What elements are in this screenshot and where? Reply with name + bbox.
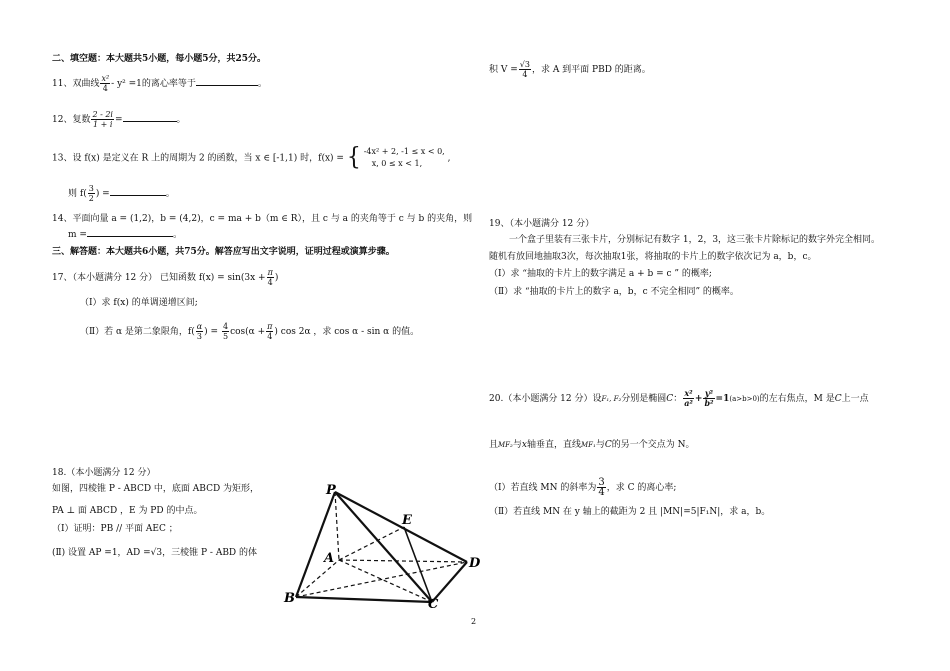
- question-18-line4: (Ⅱ) 设置 AP =1，AD =√3，三棱锥 P - ABD 的体: [52, 548, 258, 558]
- question-19-part1: （Ⅰ）求 “抽取的卡片上的数字满足 a + b = c ” 的概率;: [489, 269, 712, 279]
- solution-heading: 三、解答题：本大题共6小题，共75分。解答应写出文字说明，证明过程或演算步骤。: [52, 247, 395, 257]
- question-13: 13、设 f(x) 是定义在 R 上的周期为 2 的函数，当 x ∈ [-1,1) 时，f(x) = { -4x² + 2, -1 ≤ x < 0, x, 0 ≤ x < 1, ,: [52, 143, 451, 172]
- fraction: $\frac{4}{5}$: [222, 322, 229, 341]
- fraction: $\frac{3}{4}$: [598, 477, 605, 498]
- piecewise-cases: -4x² + 2, -1 ≤ x < 0, x, 0 ≤ x < 1,: [363, 147, 445, 168]
- answer-blank[interactable]: [196, 77, 258, 86]
- question-19-line2: 随机有放回地抽取3次，每次抽取1张，将抽取的卡片上的数字依次记为 a，b，c。: [489, 252, 817, 262]
- question-19-line1: 一个盒子里装有三张卡片，分别标记有数字 1，2，3，这三张卡片除标记的数字外完全相同。: [509, 235, 881, 245]
- fraction: $\frac{\pi}{4}$: [267, 268, 273, 287]
- question-20-line2: 且MF₂与x轴垂直，直线MF₁与C的另一个交点为 N。: [489, 440, 695, 450]
- question-18-title: 18.（本小题满分 12 分）: [52, 468, 156, 478]
- question-14: 14、平面向量 a = (1,2)，b = (4,2)，c = ma + b（m ∈ R），且 c 与 a 的夹角等于 c 与 b 的夹角，则: [52, 214, 473, 224]
- fraction: $\frac{\text{x²}}{4}$: [101, 74, 110, 93]
- question-17: 17、（本小题满分 12 分） 已知函数 f(x) = sin(3x + $\frac{\pi}{4}$ ): [52, 268, 279, 287]
- answer-blank[interactable]: [87, 228, 173, 237]
- question-19-title: 19、（本小题满分 12 分）: [489, 219, 595, 229]
- fraction: $\frac{\alpha}{3}$: [196, 322, 203, 341]
- question-20-title: 20.（本小题满分 12 分）设F₁, F₂分别是椭圆C： $\frac{\text{x²}}{\text{a²}}$ + $\frac{\text{y²}}{\text{b²}}$ =1(a>b>0)的左右焦点，M 是C上一点: [489, 388, 869, 408]
- question-18-line1: 如图，四棱锥 P - ABCD 中，底面 ABCD 为矩形，: [52, 484, 260, 494]
- question-14-line2: m = 。: [68, 230, 182, 240]
- question-11: 11、双曲线 $\frac{\text{x²}}{4}$ - y² =1的离心率等于 。: [52, 74, 267, 93]
- question-13-line2: 则 f( $\frac{3}{2}$ ) = 。: [68, 184, 175, 203]
- fraction: $\frac{\pi}{4}$: [267, 322, 273, 341]
- left-brace: {: [346, 143, 361, 172]
- question-19-part2: （Ⅱ）求 “抽取的卡片上的数字 a，b，c 不完全相同” 的概率。: [489, 287, 739, 297]
- question-20-part1: （Ⅰ）若直线 MN 的斜率为 $\frac{3}{4}$ ，求 C 的离心率;: [489, 477, 677, 498]
- fraction: $\frac{3}{2}$: [88, 184, 94, 203]
- edge-pc: [335, 492, 432, 602]
- answer-blank[interactable]: [123, 113, 177, 122]
- segment-ec: [404, 527, 432, 602]
- question-20-part2: （Ⅱ）若直线 MN 在 y 轴上的截距为 2 且 |MN|=5|F₁N|，求 a，b。: [489, 507, 771, 517]
- edge-pb: [296, 492, 335, 597]
- edge-bc: [296, 597, 432, 602]
- label-a: A: [324, 551, 335, 566]
- question-17-part1: （Ⅰ）求 f(x) 的单调递增区间;: [80, 298, 198, 308]
- fraction: $\frac{2 - 2i}{1 + i}$: [92, 110, 113, 129]
- question-18-line3: （Ⅰ）证明：PB // 平面 AEC ；: [52, 524, 178, 534]
- question-12: 12、复数 $\frac{2 - 2i}{1 + i}$ = 。: [52, 110, 186, 129]
- edge-pa: [335, 492, 339, 560]
- edge-ad: [339, 560, 467, 562]
- question-18-line2: PA ⊥ 面 ABCD ，E 为 PD 的中点。: [52, 506, 203, 516]
- fill-in-heading: 二、填空题：本大题共5小题，每小题5分，共25分。: [52, 54, 267, 64]
- fraction: $\frac{\text{y²}}{\text{b²}}$: [704, 388, 714, 408]
- pyramid-figure: [280, 480, 490, 610]
- question-18-continued: 积 V = $\frac{√3}{4}$ ，求 A 到平面 PBD 的距离。: [489, 60, 651, 79]
- label-p: P: [326, 483, 336, 498]
- label-b: B: [284, 591, 295, 606]
- fraction: $\frac{√3}{4}$: [519, 60, 530, 79]
- fraction: $\frac{\text{x²}}{\text{a²}}$: [684, 388, 693, 408]
- question-17-part2: （Ⅱ）若 α 是第二象限角，f( $\frac{\alpha}{3}$ ) = $\frac{4}{5}$ cos(α + $\frac{\pi}{4}$ ) cos 2α ，求 cos α - sin α 的值。: [80, 322, 420, 341]
- edge-cd: [432, 562, 467, 602]
- label-d: D: [469, 556, 481, 571]
- answer-blank[interactable]: [110, 187, 166, 196]
- label-c: C: [428, 597, 439, 610]
- label-e: E: [402, 513, 412, 528]
- page-number: 2: [471, 617, 477, 626]
